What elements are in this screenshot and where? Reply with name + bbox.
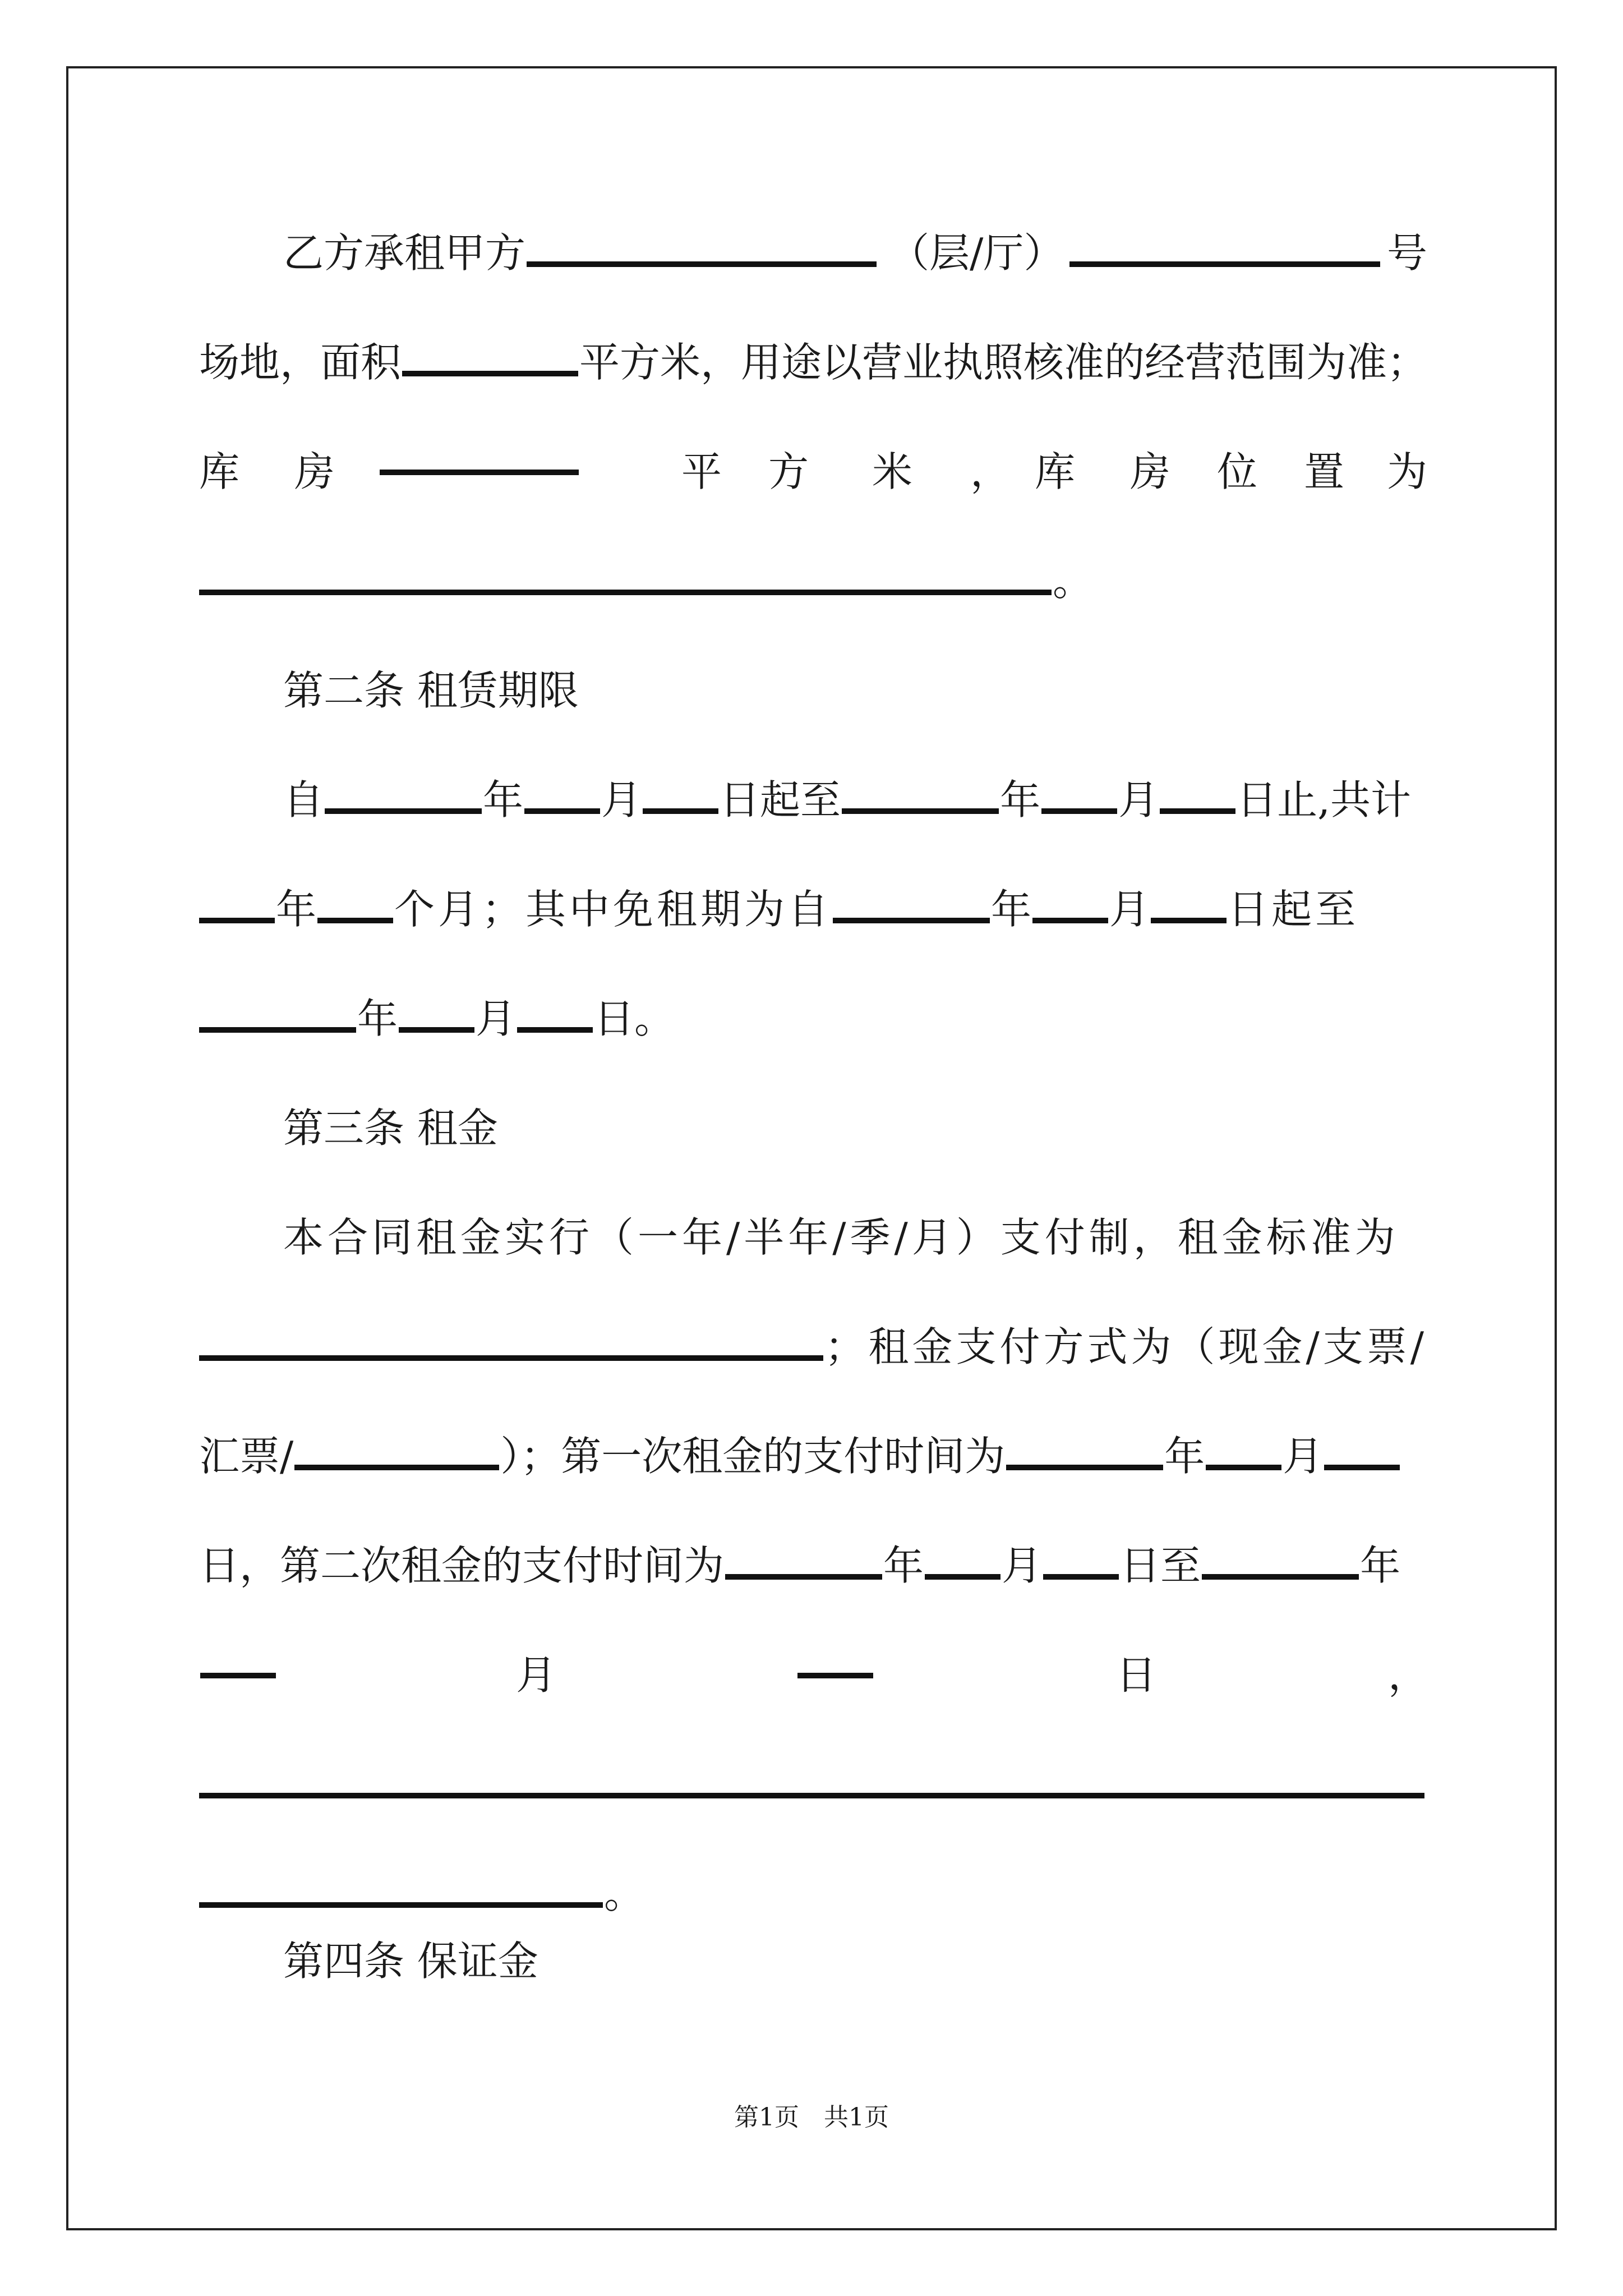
fill-blank-month[interactable] <box>200 1632 276 1678</box>
fill-blank-year[interactable] <box>1202 1534 1359 1580</box>
fill-blank-warehouse-area[interactable] <box>380 429 579 475</box>
page-footer: 第1页 共1页 <box>734 2103 889 2132</box>
text: 汇票/ <box>199 1433 294 1480</box>
text: ， <box>1388 1651 1429 1699</box>
fill-blank-day[interactable] <box>1151 877 1227 923</box>
text: 日止,共计 <box>1237 776 1411 823</box>
text: 第三条 租金 <box>283 1105 498 1152</box>
text: 日起至 <box>720 776 841 823</box>
clause-line-16 <box>199 1857 1427 1924</box>
fill-blank-long[interactable] <box>199 1752 1424 1798</box>
text: 年 <box>1000 776 1041 823</box>
fill-blank-day[interactable] <box>1160 768 1235 814</box>
text: 年 <box>1164 1433 1205 1480</box>
text: 月 <box>1002 1542 1043 1589</box>
text: 平方米，用途以营业执照核准的经营范围为准； <box>579 339 1427 386</box>
fill-blank-year[interactable] <box>725 1534 882 1580</box>
fill-blank-month[interactable] <box>1041 768 1117 814</box>
fill-blank-year[interactable] <box>833 877 990 923</box>
clause-line-4 <box>199 544 1427 611</box>
text: ；租金支付方式为（现金/支票/ <box>824 1323 1427 1370</box>
fill-blank-year[interactable] <box>1006 1424 1163 1470</box>
text: 日 <box>1116 1651 1157 1699</box>
fill-blank-month[interactable] <box>524 768 600 814</box>
text: 平 <box>681 448 722 495</box>
text: 月 <box>476 995 517 1042</box>
fill-blank-day[interactable] <box>517 987 593 1033</box>
text: 乙方承租甲方 <box>283 229 526 277</box>
clause-line-1 <box>199 216 1427 283</box>
text: 月 <box>601 776 642 823</box>
article-3-heading <box>199 1091 1427 1158</box>
text: 号 <box>1386 229 1427 277</box>
text: ， <box>970 448 1011 495</box>
text: 年 <box>276 886 317 933</box>
text: （层/厅） <box>889 229 1064 277</box>
text: 年 <box>883 1542 924 1589</box>
text: 房 <box>1130 448 1171 495</box>
fill-blank-month[interactable] <box>925 1534 1000 1580</box>
text: 方 <box>768 448 809 495</box>
clause-line-8 <box>199 982 1427 1049</box>
clause-line-12 <box>199 1419 1427 1487</box>
fill-blank-rent-standard[interactable] <box>199 1315 823 1361</box>
text: 第二条 租赁期限 <box>283 667 579 714</box>
text: 位 <box>1217 448 1258 495</box>
article-4-heading <box>199 1924 1427 1991</box>
fill-blank-month[interactable] <box>1206 1424 1281 1470</box>
text: 为 <box>1387 448 1428 495</box>
text: 年 <box>991 886 1032 933</box>
article-2-heading <box>199 654 1427 721</box>
fill-blank-warehouse-location[interactable] <box>199 549 1052 595</box>
text: 库 <box>199 448 240 495</box>
text: 本合同租金实行（一年/半年/季/月）支付制，租金标准为 <box>283 1214 1399 1261</box>
clause-line-13 <box>199 1529 1427 1596</box>
fill-blank-day[interactable] <box>1324 1424 1400 1470</box>
text: 月 <box>1118 776 1159 823</box>
fill-blank-day[interactable] <box>1043 1534 1119 1580</box>
clause-line-3 <box>199 435 1427 502</box>
fill-blank-payment-other[interactable] <box>294 1424 499 1470</box>
fill-blank-day[interactable] <box>643 768 718 814</box>
text: 日。 <box>594 995 675 1042</box>
clause-line-2 <box>199 325 1427 393</box>
text: 月 <box>1283 1433 1324 1480</box>
text: 日起至 <box>1228 886 1359 933</box>
text: 年 <box>483 776 524 823</box>
text: 月 <box>1109 886 1150 933</box>
fill-blank-year[interactable] <box>325 768 482 814</box>
clause-line-11 <box>199 1310 1427 1377</box>
text: 月 <box>516 1651 557 1699</box>
text: 米 <box>872 448 913 495</box>
text: 库 <box>1035 448 1076 495</box>
fill-blank-day[interactable] <box>797 1632 873 1678</box>
fill-blank-years[interactable] <box>199 877 275 923</box>
clause-line-14 <box>199 1638 1427 1705</box>
text: 场地，面积 <box>199 339 402 386</box>
text: 。 <box>604 1870 645 1917</box>
text: 个月；其中免租期为自 <box>394 886 832 933</box>
text: 置 <box>1304 448 1345 495</box>
fill-blank-year[interactable] <box>842 768 999 814</box>
text: 。 <box>1053 558 1094 605</box>
text: 年 <box>357 995 398 1042</box>
clause-line-15 <box>199 1747 1427 1815</box>
text: ）；第一次租金的支付时间为 <box>500 1433 1006 1480</box>
fill-blank-month[interactable] <box>399 987 474 1033</box>
text: 自 <box>283 776 324 823</box>
clause-line-7 <box>199 872 1427 940</box>
fill-blank-area[interactable] <box>402 330 578 376</box>
text: 第四条 保证金 <box>283 1938 538 1985</box>
fill-blank-year[interactable] <box>199 987 356 1033</box>
text: 日至 <box>1120 1542 1201 1589</box>
fill-blank-month[interactable] <box>1032 877 1108 923</box>
fill-blank-months[interactable] <box>317 877 393 923</box>
fill-blank-number[interactable] <box>1069 221 1380 267</box>
fill-blank-floor[interactable] <box>527 221 877 267</box>
text: 房 <box>294 448 335 495</box>
clause-line-6 <box>199 763 1427 830</box>
text: 年 <box>1360 1542 1401 1589</box>
text: 日，第二次租金的支付时间为 <box>199 1542 725 1589</box>
fill-blank-long[interactable] <box>199 1862 603 1908</box>
clause-line-10 <box>199 1200 1427 1268</box>
